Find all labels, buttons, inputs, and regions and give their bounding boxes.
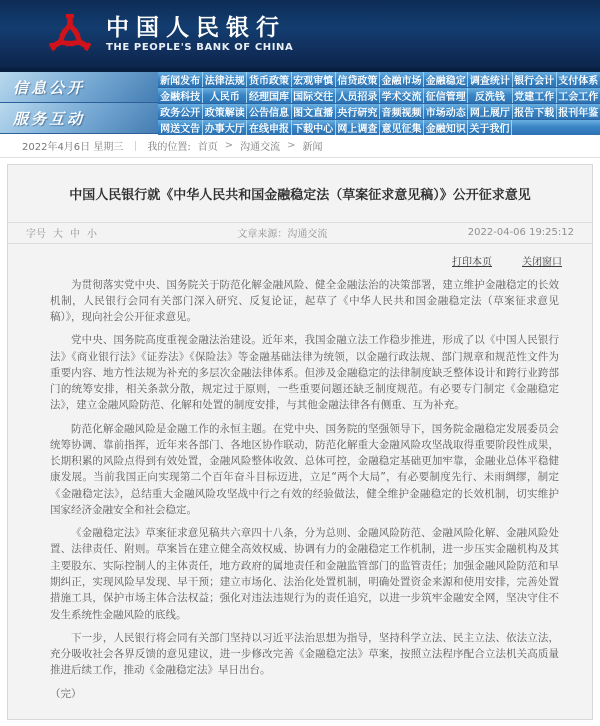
nav-item-survey-statistics[interactable]: 调查统计: [467, 72, 511, 87]
font-size-large-button[interactable]: 大: [53, 229, 63, 240]
nav-item-state-treasury[interactable]: 经理国库: [246, 88, 290, 103]
breadcrumb-news[interactable]: 新闻: [302, 142, 323, 153]
nav-item-bank-accounting[interactable]: 银行会计: [512, 72, 556, 87]
content-wrapper: [0, 158, 600, 726]
nav-item-fintech[interactable]: 金融科技: [160, 92, 201, 103]
nav-item-about-us[interactable]: 关于我们: [467, 120, 511, 135]
breadcrumb-separator: >: [224, 140, 234, 151]
nav-item-central-bank-research[interactable]: 央行研究: [335, 104, 379, 119]
nav-item-anti-money-laundering[interactable]: 反洗钱: [467, 88, 511, 103]
nav-item-monetary-policy[interactable]: 货币政策: [246, 72, 290, 87]
font-size-control: [26, 225, 97, 240]
nav-row-4: [158, 120, 600, 135]
location-prefix: 我的位置:: [147, 142, 191, 153]
nav-item-gov-affairs[interactable]: 政务公开: [160, 108, 201, 119]
font-size-medium-button[interactable]: 中: [70, 229, 80, 240]
article-panel: [7, 164, 593, 720]
article-paragraph: 防范化解金融风险是金融工作的永恒主题。在党中央、国务院的坚强领导下，国务院金融稳定发展委员会统筹协调、靠前指挥，近年来各部门、各地区协作联动，防范化解重大金融风险攻坚战取得重要阶段性成果，长期积累的风险点得到有效处置，金融风险整体收敛、总体可控，金融稳定基础更加牢靠，金融业总体平稳健康发展。当前我国正向实现第二个百年奋斗目标迈进，立足“两个大局”，有必要制度先行、未雨绸缪，制定《金融稳定法》，总结重大金融风险攻坚战中行之有效的经验做法，健全维护金融稳定的长效机制，切实维护国家经济金融安全和社会稳定。: [50, 422, 559, 516]
font-size-label: 字号: [26, 229, 46, 240]
article-paragraph: 党中央、国务院高度重视金融法治建设。近年来，我国金融立法工作稳步推进，形成了以《中国人民银行法》《商业银行法》《证券法》《保险法》等金融基础法律为统领，以金融行政法规、部门规章和规范性文件为重要内容、地方性法规为补充的多层次金融法律体系。但涉及金融稳定的法律制度缺乏整体设计和跨行业跨部门的统筹安排，相关条款分散，规定过于原则，一些重要问题还缺乏制度规范。有必要专门制定《金融稳定法》，建立金融风险防范、化解和处置的制度安排，与其他金融法律各有侧重、互为补充。: [50, 334, 559, 412]
nav-item-laws-regulations[interactable]: 法律法规: [202, 72, 246, 87]
nav-section-labels: [0, 72, 158, 134]
nav-item-renminbi[interactable]: 人民币: [202, 88, 246, 103]
nav-item-service-hall[interactable]: 办事大厅: [202, 120, 246, 135]
nav-item-credit-reporting[interactable]: 征信管理: [423, 88, 467, 103]
nav-item-report-download[interactable]: 报告下载: [512, 104, 556, 119]
nav-item-live-broadcast[interactable]: 图文直播: [291, 104, 335, 119]
nav-item-news-release[interactable]: 新闻发布: [160, 76, 201, 87]
nav-item-financial-stability[interactable]: 金融稳定: [423, 72, 467, 87]
current-date: 2022年4月6日 星期三: [22, 142, 124, 153]
nav-label-service-interaction[interactable]: 服务互动: [0, 103, 158, 134]
article-title: 中国人民银行就《中华人民共和国金融稳定法（草案征求意见稿）》公开征求意见: [69, 188, 531, 203]
main-nav: [0, 72, 600, 134]
nav-row-2: [158, 88, 600, 104]
article-datetime: 2022-04-06 19:25:12: [467, 227, 574, 238]
nav-item-party-building[interactable]: 党建工作: [512, 88, 556, 103]
nav-item-labor-union[interactable]: 工会工作: [556, 88, 600, 103]
site-logo-text: [106, 15, 293, 52]
nav-item-recruitment[interactable]: 人员招录: [335, 88, 379, 103]
nav-item-financial-markets[interactable]: 金融市场: [379, 72, 423, 87]
breadcrumb-bar: [0, 134, 600, 158]
article-paragraph: 《金融稳定法》草案征求意见稿共六章四十八条，分为总则、金融风险防范、金融风险化解、金融风险处置、法律责任、附则。草案旨在建立健全高效权威、协调有力的金融稳定工作机制，进一步压实金融机构及其主要股东、实际控制人的主体责任，地方政府的属地责任和金融监管部门的监管责任；加强金融风险防范和早期纠正，实现风险早发现、早干预；建立市场化、法治化处置机制，明确处置资金来源和使用安排，完善处置措施工具，保护市场主体合法权益；强化对违法违规行为的责任追究，以进一步筑牢金融安全网，坚决守住不发生系统性金融风险的底线。: [50, 527, 559, 621]
nav-item-academic-exchange[interactable]: 学术交流: [379, 88, 423, 103]
nav-label-info-disclosure[interactable]: 信息公开: [0, 72, 158, 103]
article-meta-bar: [8, 222, 592, 244]
source-value: 沟通交流: [287, 229, 328, 240]
article-end-mark: （完）: [50, 687, 82, 700]
article-actions: [8, 244, 592, 272]
bank-name-cn: 中国人民银行: [106, 14, 286, 42]
nav-item-financial-knowledge[interactable]: 金融知识: [423, 120, 467, 135]
nav-item-periodicals-yearbook[interactable]: 报刊年鉴: [556, 104, 600, 119]
nav-row-1: [158, 72, 600, 88]
article-body: [8, 272, 592, 702]
site-header: [0, 0, 600, 68]
breadcrumb-separator: >: [287, 140, 296, 151]
nav-menu-rows: [158, 72, 600, 134]
print-page-link[interactable]: 打印本页: [452, 256, 492, 268]
nav-item-online-filing[interactable]: 在线申报: [246, 120, 290, 135]
nav-item-online-gallery[interactable]: 网上展厅: [467, 104, 511, 119]
article-paragraph: 为贯彻落实党中央、国务院关于防范化解金融风险、健全金融法治的决策部署，建立维护金融稳定的长效机制，人民银行会同有关部门深入研究、反复论证，起草了《中华人民共和国金融稳定法（草案征求意见稿）》，现向社会公开征求意见。: [50, 278, 559, 324]
nav-item-payment-system[interactable]: 支付体系: [556, 72, 600, 87]
close-window-link[interactable]: 关闭窗口: [522, 256, 562, 268]
breadcrumb-home[interactable]: 首页: [197, 142, 218, 153]
pboc-emblem-icon: [46, 10, 94, 58]
nav-row-3: [158, 104, 600, 120]
article-paragraph: 下一步，人民银行将会同有关部门坚持以习近平法治思想为指导，坚持科学立法、民主立法、依法立法，充分吸收社会各界反馈的意见建议，进一步修改完善《金融稳定法》草案，按照立法程序配合立法机关高质量推进后续工作，推动《金融稳定法》早日出台。: [50, 631, 559, 677]
nav-item-policy-interpretation[interactable]: 政策解读: [202, 104, 246, 119]
breadcrumb-communication[interactable]: 沟通交流: [240, 142, 281, 153]
nav-item-online-survey[interactable]: 网上调查: [335, 120, 379, 135]
nav-item-announcements[interactable]: 公告信息: [246, 104, 290, 119]
nav-item-market-trends[interactable]: 市场动态: [423, 104, 467, 119]
breadcrumb-divider: ｜: [130, 142, 141, 153]
nav-item-international-exchange[interactable]: 国际交往: [291, 88, 335, 103]
nav-item-macroprudential[interactable]: 宏观审慎: [291, 72, 335, 87]
nav-item-credit-policy[interactable]: 信贷政策: [335, 72, 379, 87]
source-label: 文章来源：: [237, 229, 288, 240]
nav-item-audio-video[interactable]: 音频视频: [379, 104, 423, 119]
nav-item-download-center[interactable]: 下载中心: [291, 120, 335, 135]
article-source: [97, 225, 468, 240]
nav-item-opinion-collection[interactable]: 意见征集: [379, 120, 423, 135]
bank-name-en: THE PEOPLE'S BANK OF CHINA: [106, 41, 294, 53]
nav-item-official-documents[interactable]: 网送文告: [160, 124, 201, 135]
font-size-small-button[interactable]: 小: [87, 229, 97, 240]
